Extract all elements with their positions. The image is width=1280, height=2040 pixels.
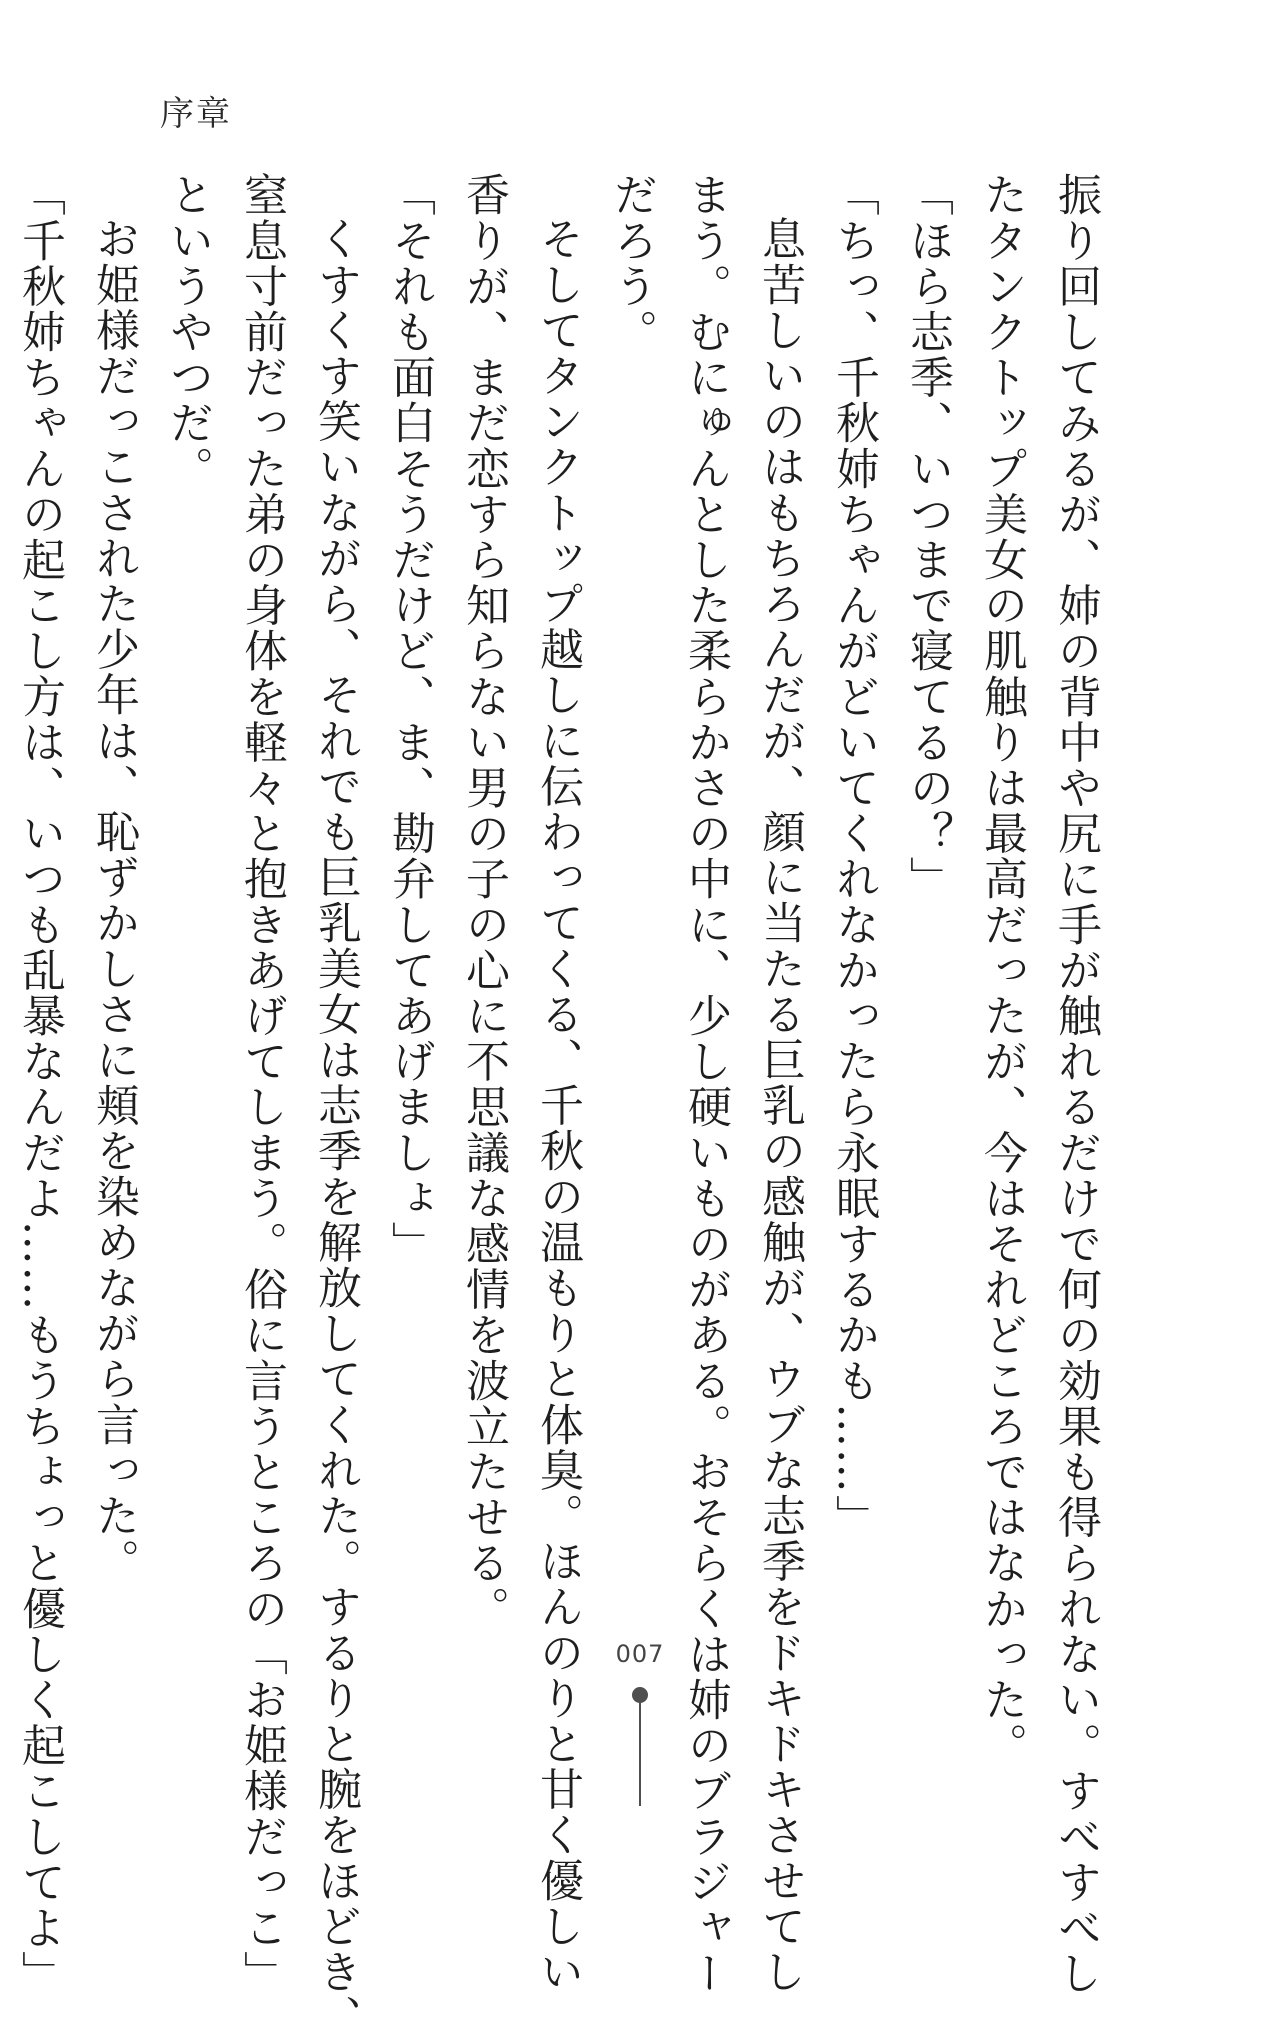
text-line: まう。むにゅんとした柔らかさの中に、少し硬いものがある。おそらくは姉のブラジャー — [680, 172, 731, 1996]
text-line: 「千秋姉ちゃんの起こし方は、いつも乱暴なんだよ……もうちょっと優しく起こしてよ」 — [14, 172, 65, 1996]
text-line: だろう。 — [606, 172, 657, 355]
page-marker-line — [639, 1703, 641, 1806]
chapter-header: 序章 — [160, 94, 232, 134]
page-marker-dot-icon — [632, 1687, 648, 1703]
text-line — [0, 172, 2, 1502]
text-line: というやつだ。 — [162, 172, 213, 492]
page-footer — [0, 1640, 1280, 1668]
text-line: 「それも面白そうだけど、ま、勘弁してあげましょ」 — [384, 172, 435, 1267]
text-line: 振り回してみるが、姉の背中や尻に手が触れるだけで何の効果も得られない。すべすべし — [1050, 172, 1101, 1996]
text-line: 息苦しいのはもちろんだが、顔に当たる巨乳の感触が、ウブな志季をドキドキさせてし — [754, 216, 805, 1995]
text-line: 「ほら志季、いつまで寝てるの？」 — [902, 172, 953, 902]
text-line: くすくす笑いながら、それでも巨乳美女は志季を解放してくれた。するりと腕をほどき、 — [310, 216, 361, 2040]
page-number: 007 — [615, 1640, 665, 1668]
text-line: たタンクトップ美女の肌触りは最高だったが、今はそれどころではなかった。 — [976, 172, 1027, 1768]
text-line: 窒息寸前だった弟の身体を軽々と抱きあげてしまう。俗に言うところの「お姫様だっこ」 — [236, 172, 287, 1996]
text-line: そしてタンクトップ越しに伝わってくる、千秋の温もりと体臭。ほんのりと甘く優しい — [532, 216, 583, 1995]
text-line: 「ちっ、千秋姉ちゃんがどいてくれなかったら永眠するかも……」 — [828, 172, 879, 1540]
text-line: お姫様だっこされた少年は、恥ずかしさに頬を染めながら言った。 — [88, 216, 139, 1584]
text-line: 香りが、まだ恋すら知らない男の子の心に不思議な感情を波立たせる。 — [458, 172, 509, 1632]
